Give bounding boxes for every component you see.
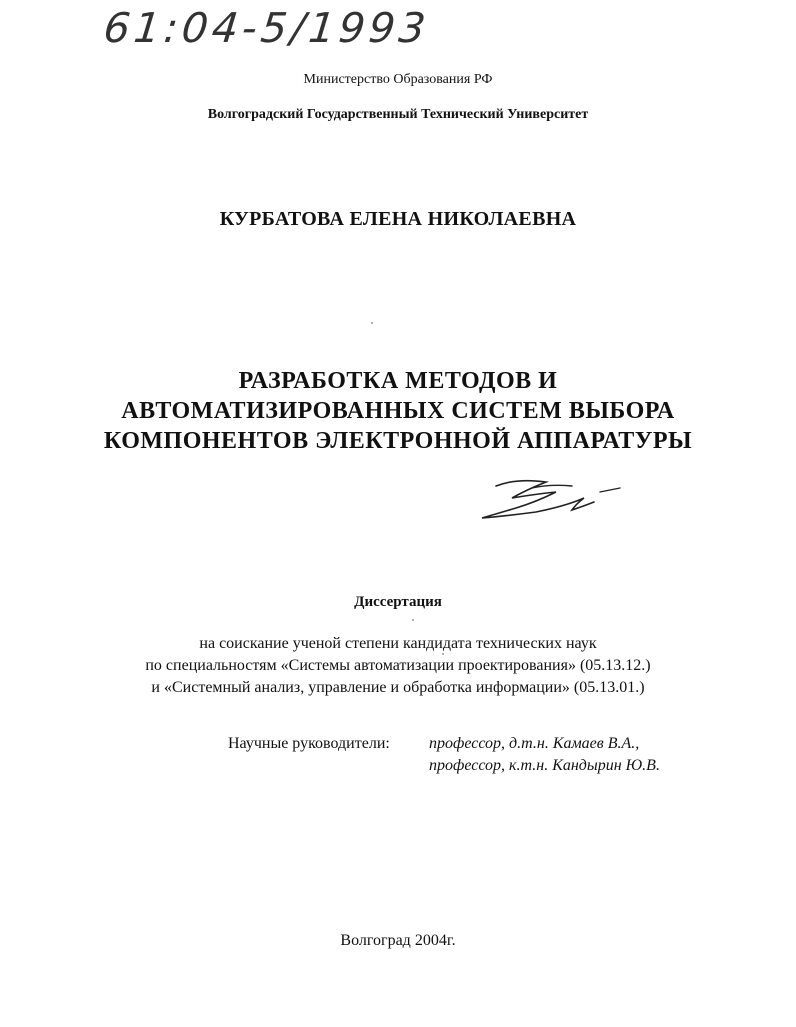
supervisor-entry: профессор, к.т.н. Кандырин Ю.В. bbox=[429, 757, 660, 774]
author-name: КУРБАТОВА ЕЛЕНА НИКОЛАЕВНА bbox=[219, 208, 577, 230]
title-line: АВТОМАТИЗИРОВАННЫХ СИСТЕМ ВЫБОРА bbox=[121, 398, 675, 424]
supervisors-label: Научные руководители: bbox=[228, 735, 390, 752]
ministry-name: Министерство Образования РФ bbox=[303, 72, 493, 87]
university-name: Волгоградский Государственный Технический Университет bbox=[207, 107, 589, 122]
degree-line: и «Системный анализ, управление и обработка информации» (05.13.01.) bbox=[151, 679, 645, 696]
document-type: Диссертация bbox=[354, 594, 442, 610]
degree-line: на соискание ученой степени кандидата технических наук bbox=[199, 635, 597, 652]
thesis-title bbox=[0, 366, 796, 456]
supervisor-entry: профессор, д.т.н. Камаев В.А., bbox=[429, 735, 640, 752]
scan-speck bbox=[442, 653, 444, 655]
degree-statement bbox=[0, 633, 796, 699]
scan-speck bbox=[412, 619, 414, 621]
scan-speck bbox=[371, 322, 373, 324]
title-line: КОМПОНЕНТОВ ЭЛЕКТРОННОЙ АППАРАТУРЫ bbox=[103, 428, 693, 454]
signature-image bbox=[476, 468, 626, 528]
city-year: Волгоград 2004г. bbox=[340, 932, 456, 949]
title-line: РАЗРАБОТКА МЕТОДОВ И bbox=[238, 368, 558, 394]
supervisors-list bbox=[429, 733, 660, 777]
archive-number-handwritten: 61:04-5/1993 bbox=[101, 4, 432, 52]
degree-line: по специальностям «Системы автоматизации проектирования» (05.13.12.) bbox=[145, 657, 651, 674]
